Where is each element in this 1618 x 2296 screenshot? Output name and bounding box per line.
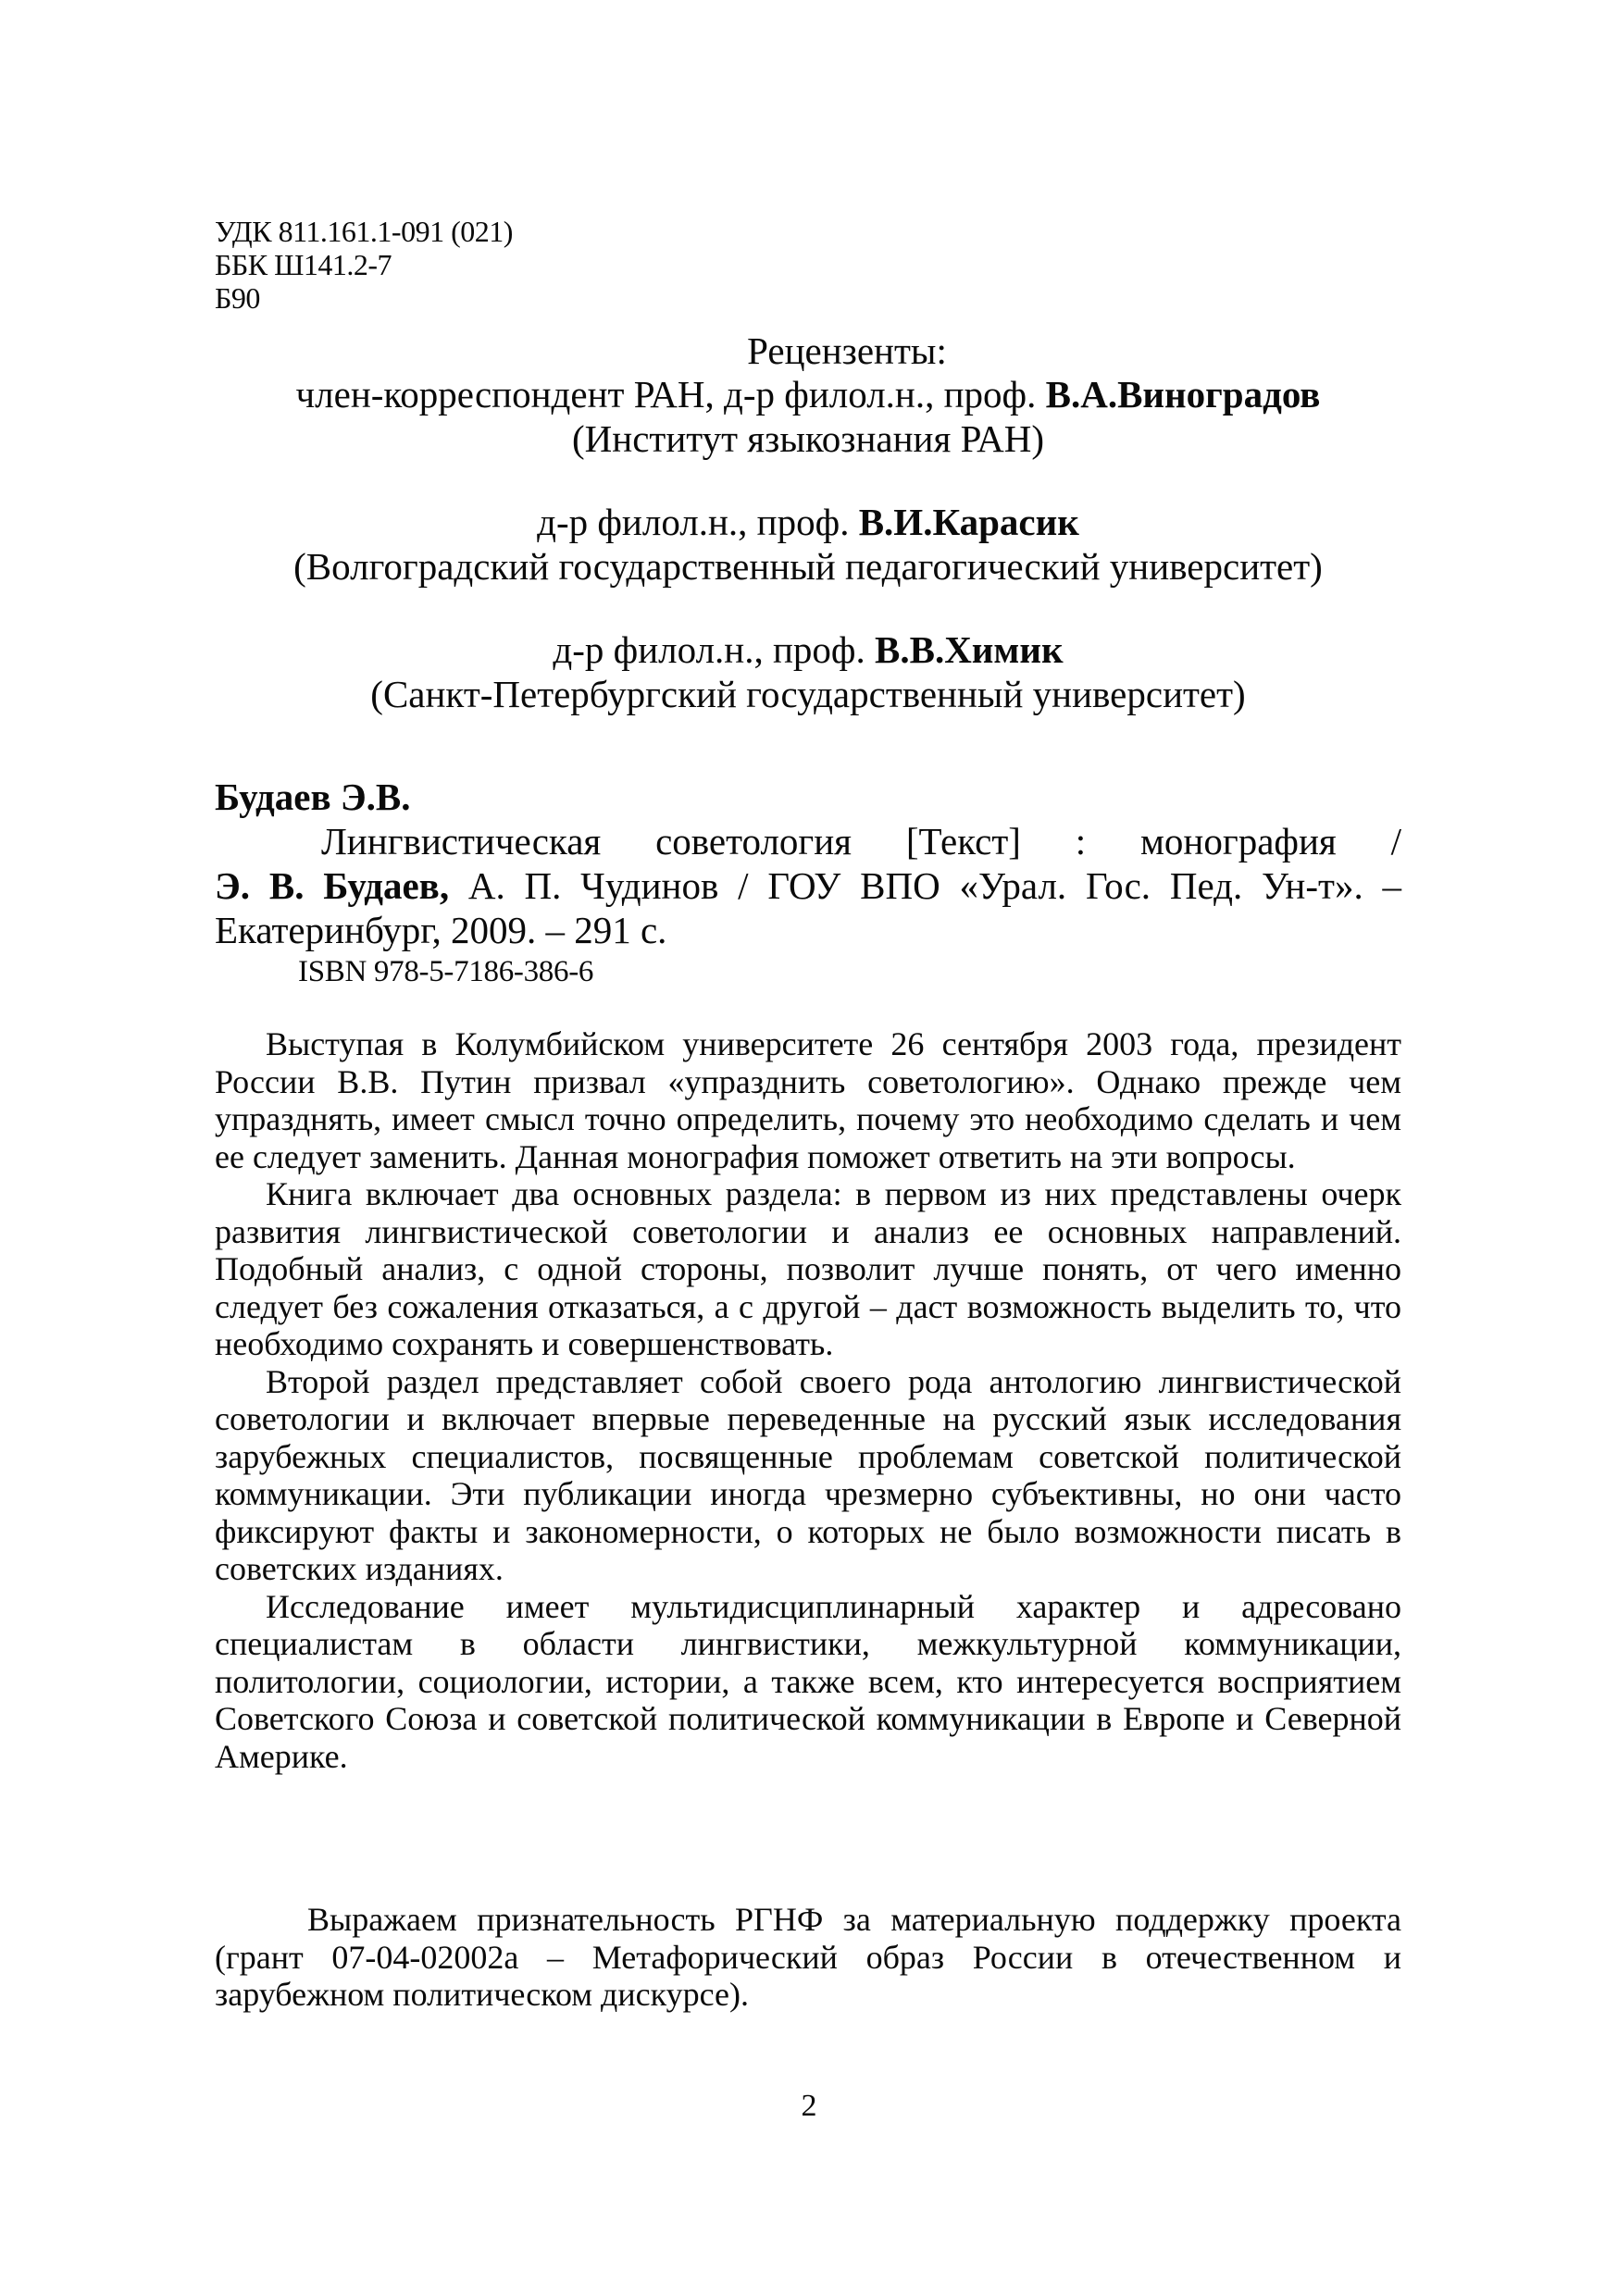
reviewer-entry (215, 500, 1401, 589)
abstract-paragraph: Исследование имеет мультидисциплинарный характер и адресовано специалистам в области лингвистики, межкультурной коммуникации, политологии, социологии, истории, а также всем, кто интересуется восприятием Советского Союза и советской политической коммуникации в Европе и Северной Америке. (215, 1587, 1401, 1775)
author-sign-code: Б90 (215, 281, 260, 315)
reviewer-affiliation: (Волгоградский государственный педагогический университет) (293, 545, 1323, 588)
bbk-code: ББК Ш141.2-7 (215, 248, 392, 281)
bibliographic-rest: А. П. Чудинов / ГОУ ВПО «Урал. Гос. Пед. Ун-т». – Екатеринбург, 2009. – 291 с. (215, 864, 1401, 951)
reviewer-entry (215, 627, 1401, 716)
bibliographic-details (215, 863, 1401, 952)
page-number: 2 (801, 2089, 817, 2123)
acknowledgement (215, 1901, 1401, 2014)
reviewer-position: д-р филол.н., проф. (537, 501, 850, 543)
abstract-paragraph: Выступая в Колумбийском университете 26 сентября 2003 года, президент России В.В. Путин призвал «упразднить советологию». Однако прежде чем упразднять, имеет смысл точно определить, почему это необходимо сделать и чем ее следует заменить. Данная монография поможет ответить на эти вопросы. (215, 1025, 1401, 1175)
reviewer-entry (215, 372, 1401, 461)
reviewer-name: В.А.Виноградов (1045, 373, 1321, 416)
reviewers-title: Рецензенты: (747, 329, 947, 372)
abstract-paragraph: Книга включает два основных раздела: в первом из них представлены очерк развития лингвистической советологии и анализ ее основных направлений. Подобный анализ, с одной стороны, позволит лучше понять, от чего именно следует без сожаления отказаться, а с другой – даст возможность выделить то, что необходимо сохранять и совершенствовать. (215, 1175, 1401, 1362)
isbn: ISBN 978-5-7186-386-6 (298, 955, 594, 988)
reviewers-list (215, 372, 1401, 755)
reviewer-name: В.И.Карасик (858, 501, 1079, 543)
book-title-line: Лингвистическая советология [Текст] : монография / (321, 820, 1401, 863)
acknowledgement-text: Выражаем признательность РГНФ за материальную поддержку проекта (грант 07-04-02002а – Метафорический образ России в отечественном и зарубежном политическом дискурсе). (215, 1901, 1401, 2013)
reviewer-affiliation: (Институт языкознания РАН) (572, 417, 1044, 460)
reviewer-position: д-р филол.н., проф. (553, 628, 865, 671)
classification-block (215, 215, 513, 315)
udk-code: УДК 811.161.1-091 (021) (215, 215, 513, 248)
reviewer-name: В.В.Химик (875, 628, 1064, 671)
bibliographic-description (215, 819, 1401, 952)
reviewer-position: член-корреспондент РАН, д-р филол.н., проф. (295, 373, 1037, 416)
bibliographic-author-bold: Э. В. Будаев, (215, 864, 450, 907)
abstract-paragraph: Второй раздел представляет собой своего рода антологию лингвистической советологии и включает впервые переведенные на русский язык исследования зарубежных специалистов, посвященные проблемам советской политической коммуникации. Эти публикации иногда чрезмерно субъективны, но они часто фиксируют факты и закономерности, о которых не было возможности писать в советских изданиях. (215, 1362, 1401, 1587)
reviewer-affiliation: (Санкт-Петербургский государственный университет) (370, 673, 1246, 715)
abstract (215, 1025, 1401, 1775)
author-heading: Будаев Э.В. (215, 776, 411, 818)
